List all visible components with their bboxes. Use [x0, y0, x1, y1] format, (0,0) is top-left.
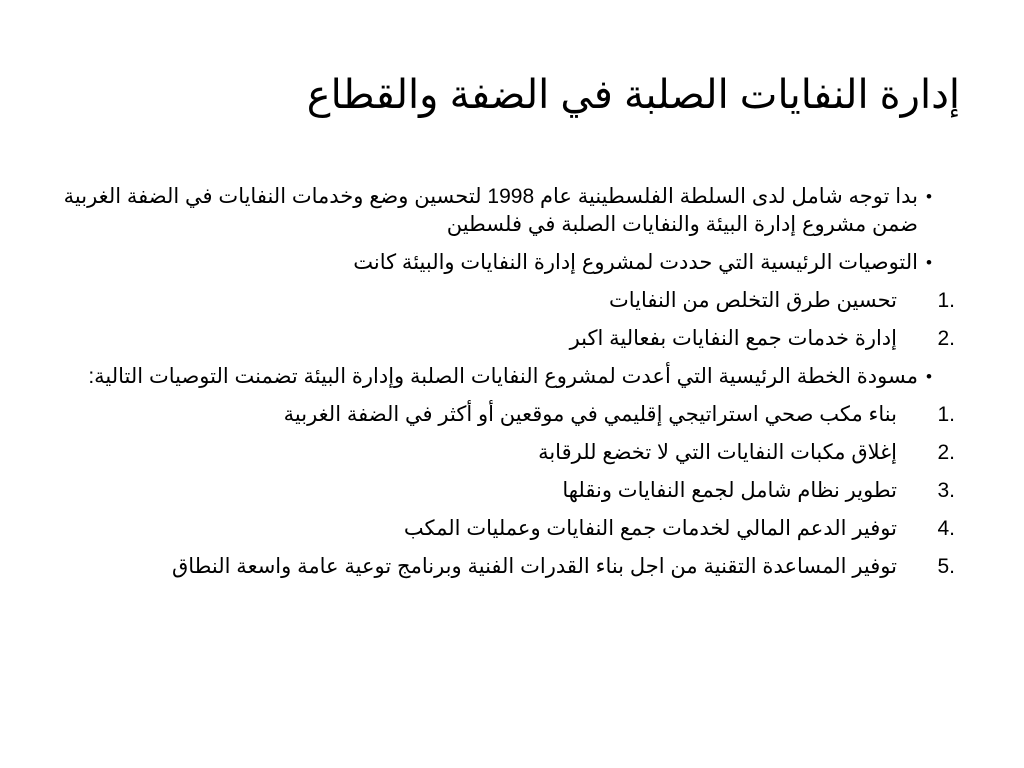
numbered-item: [56, 287, 960, 315]
item-number: 2.: [937, 441, 955, 464]
bullet-item: [56, 183, 960, 239]
slide-title: إدارة النفايات الصلبة في الضفة والقطاع: [306, 73, 960, 117]
item-text: بدا توجه شامل لدى السلطة الفلسطينية عام 1998 لتحسين وضع وخدمات النفايات في الضفة الغربية ضمن مشروع إدارة البيئة والنفايات الصلبة في فلسطين: [63, 185, 918, 236]
item-number: 5.: [937, 555, 955, 578]
item-number: 1.: [937, 403, 955, 426]
item-text: مسودة الخطة الرئيسية التي أعدت لمشروع النفايات الصلبة وإدارة البيئة تضمنت التوصيات التالية:: [88, 365, 918, 388]
numbered-item: [56, 515, 960, 543]
numbered-item: [56, 553, 960, 581]
item-text: إدارة خدمات جمع النفايات بفعالية اكبر: [569, 327, 897, 350]
item-number: 2.: [937, 327, 955, 350]
item-number: 3.: [937, 479, 955, 502]
bullet-marker: •: [926, 253, 932, 272]
item-text: بناء مكب صحي استراتيجي إقليمي في موقعين أو أكثر في الضفة الغربية: [283, 403, 897, 426]
numbered-item: [56, 477, 960, 505]
item-text: إغلاق مكبات النفايات التي لا تخضع للرقابة: [538, 441, 897, 464]
item-text: توفير المساعدة التقنية من اجل بناء القدرات الفنية وبرنامج توعية عامة واسعة النطاق: [171, 555, 897, 578]
slide-body: [56, 183, 960, 591]
item-text: تطوير نظام شامل لجمع النفايات ونقلها: [562, 479, 897, 502]
numbered-item: [56, 439, 960, 467]
item-text: تحسين طرق التخلص من النفايات: [608, 289, 897, 312]
item-text: التوصيات الرئيسية التي حددت لمشروع إدارة النفايات والبيئة كانت: [353, 251, 918, 274]
item-text: توفير الدعم المالي لخدمات جمع النفايات وعمليات المكب: [403, 517, 897, 540]
item-number: 1.: [937, 289, 955, 312]
bullet-marker: •: [926, 367, 932, 386]
numbered-item: [56, 325, 960, 353]
numbered-item: [56, 401, 960, 429]
item-number: 4.: [937, 517, 955, 540]
bullet-marker: •: [926, 187, 932, 206]
bullet-item: [56, 363, 960, 391]
bullet-item: [56, 249, 960, 277]
